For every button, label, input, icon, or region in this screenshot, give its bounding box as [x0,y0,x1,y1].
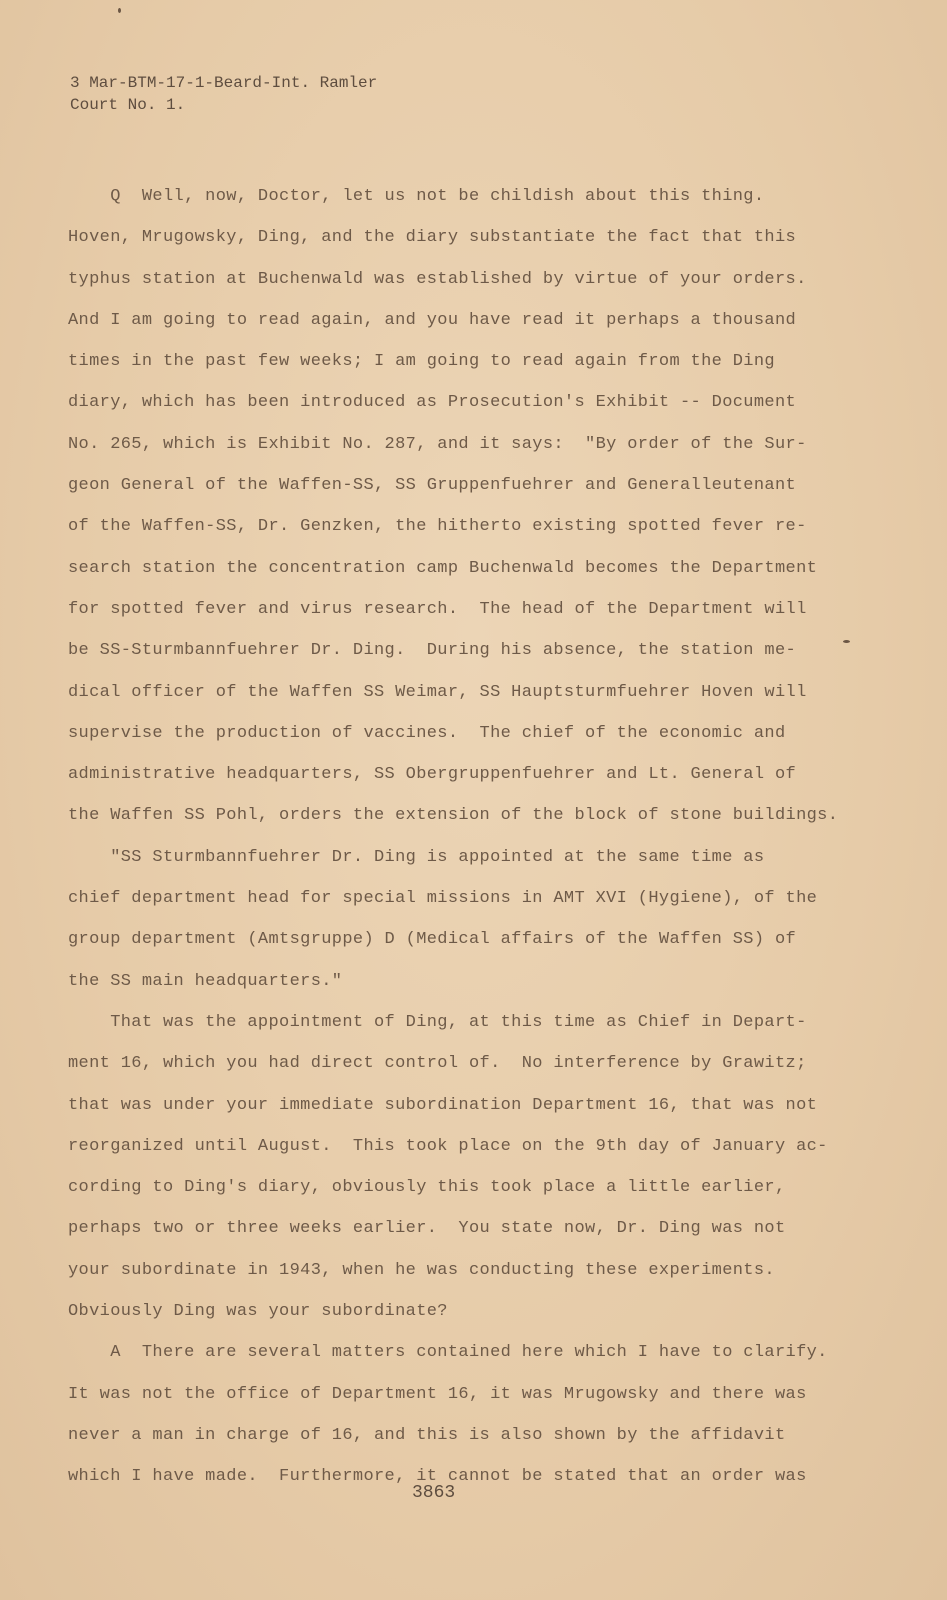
transcript-line: That was the appointment of Ding, at this time as Chief in Depart- [68,1012,807,1032]
transcript-line: your subordinate in 1943, when he was conducting these experiments. [68,1260,775,1280]
transcript-line: search station the concentration camp Buchenwald becomes the Department [68,558,818,578]
header-case-line: 3 Mar-BTM-17-1-Beard-Int. Ramler [70,74,378,92]
transcript-line: chief department head for special missions in AMT XVI (Hygiene), of the [68,889,818,909]
header-court-line: Court No. 1. [70,96,186,114]
transcript-line: No. 265, which is Exhibit No. 287, and it says: "By order of the Sur- [68,434,807,454]
transcript-line: that was under your immediate subordination Department 16, that was not [68,1095,818,1115]
transcript-line: for spotted fever and virus research. The head of the Department will [68,599,807,619]
transcript-line: It was not the office of Department 16, it was Mrugowsky and there was [68,1384,807,1404]
transcript-line: supervise the production of vaccines. The chief of the economic and [68,723,786,743]
paper-speck [843,640,850,643]
transcript-line: group department (Amtsgruppe) D (Medical affairs of the Waffen SS) of [68,930,797,950]
transcript-line: the SS main headquarters." [68,971,343,991]
document-header [70,72,377,116]
transcript-line: which I have made. Furthermore, it cannot be stated that an order was [68,1467,807,1487]
transcript-line: administrative headquarters, SS Obergruppenfuehrer and Lt. General of [68,765,797,785]
transcript-line: A There are several matters contained here which I have to clarify. [68,1343,828,1363]
transcript-line: times in the past few weeks; I am going to read again from the Ding [68,352,775,372]
transcript-line: Q Well, now, Doctor, let us not be childish about this thing. [68,187,765,206]
transcript-line: be SS-Sturmbannfuehrer Dr. Ding. During his absence, the station me- [68,641,797,661]
page-number: 3863 [412,1483,456,1503]
transcript-line: typhus station at Buchenwald was established by virtue of your orders. [68,269,807,289]
paper-speck [118,8,121,13]
transcript-line: never a man in charge of 16, and this is also shown by the affidavit [68,1425,786,1445]
transcript-line: And I am going to read again, and you have read it perhaps a thousand [68,310,797,330]
transcript-line: Hoven, Mrugowsky, Ding, and the diary substantiate the fact that this [68,228,797,248]
transcript-body [68,176,838,1498]
transcript-line: cording to Ding's diary, obviously this took place a little earlier, [68,1178,786,1198]
transcript-line: reorganized until August. This took place on the 9th day of January ac- [68,1136,828,1156]
transcript-line: dical officer of the Waffen SS Weimar, SS Hauptsturmfuehrer Hoven will [68,682,807,702]
transcript-line: ment 16, which you had direct control of. No interference by Grawitz; [68,1054,807,1074]
transcript-line: diary, which has been introduced as Prosecution's Exhibit -- Document [68,393,797,413]
transcript-line: Obviously Ding was your subordinate? [68,1302,448,1322]
transcript-line: "SS Sturmbannfuehrer Dr. Ding is appointed at the same time as [68,847,765,867]
transcript-line: perhaps two or three weeks earlier. You state now, Dr. Ding was not [68,1219,786,1239]
transcript-line: of the Waffen-SS, Dr. Genzken, the hitherto existing spotted fever re- [68,517,807,537]
transcript-line: the Waffen SS Pohl, orders the extension of the block of stone buildings. [68,806,839,826]
transcript-line: geon General of the Waffen-SS, SS Gruppenfuehrer and Generalleutenant [68,476,797,496]
